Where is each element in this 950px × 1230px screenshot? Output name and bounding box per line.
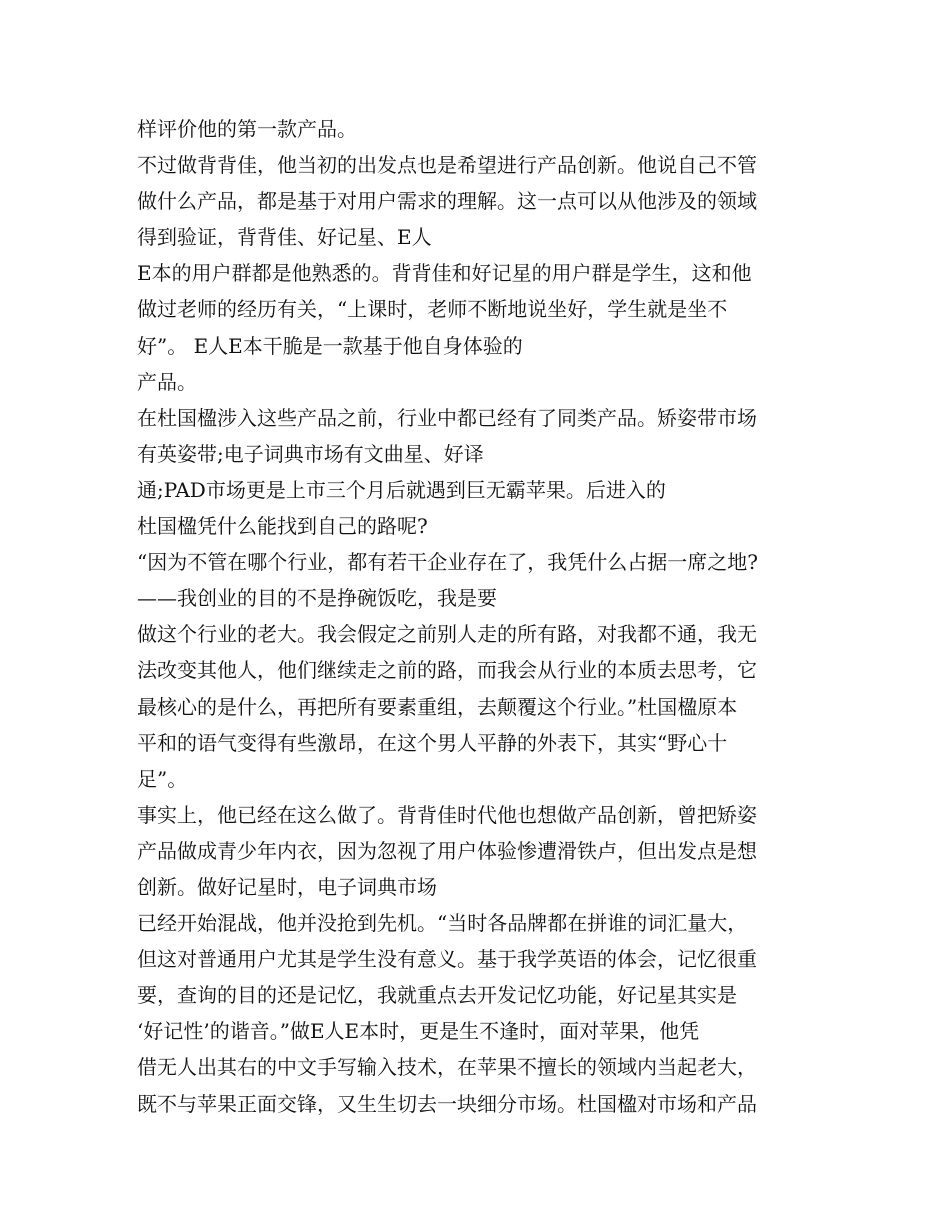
text-line: 产品做成青少年内衣，因为忽视了用户体验惨遭滑铁卢，但出发点是想 bbox=[137, 838, 757, 863]
text-line: 通;PAD市场更是上市三个月后就遇到巨无霸苹果。后进入的 bbox=[137, 477, 666, 502]
text-line: 足”。 bbox=[137, 766, 188, 791]
text-line: 既不与苹果正面交锋，又生生切去一块细分市场。杜国楹对市场和产品 bbox=[137, 1091, 757, 1116]
text-line: E本的用户群都是他熟悉的。背背佳和好记星的用户群是学生，这和他 bbox=[137, 261, 752, 286]
text-line: 平和的语气变得有些激昂，在这个男人平静的外表下，其实“野心十 bbox=[137, 730, 728, 755]
text-line: ‘好记性’的谐音。”做E人E本时，更是生不逢时，面对苹果，他凭 bbox=[137, 1019, 700, 1044]
text-line: 事实上，他已经在这么做了。背背佳时代他也想做产品创新，曾把矫姿 bbox=[137, 802, 757, 827]
body-text bbox=[137, 111, 837, 1122]
text-line: 好”。 E人E本干脆是一款基于他自身体验的 bbox=[137, 333, 523, 358]
text-line: 创新。做好记星时，电子词典市场 bbox=[137, 874, 437, 899]
text-line: 产品。 bbox=[137, 369, 197, 394]
text-line: ——我创业的目的不是挣碗饭吃，我是要 bbox=[137, 586, 497, 611]
text-line: 法改变其他人，他们继续走之前的路，而我会从行业的本质去思考，它 bbox=[137, 658, 757, 683]
text-line: 最核心的是什么，再把所有要素重组，去颠覆这个行业。”杜国楹原本 bbox=[137, 694, 738, 719]
text-line: 要，查询的目的还是记忆，我就重点去开发记忆功能，好记星其实是 bbox=[137, 983, 737, 1008]
text-line: 做这个行业的老大。我会假定之前别人走的所有路，对我都不通，我无 bbox=[137, 622, 757, 647]
text-line: 不过做背背佳，他当初的出发点也是希望进行产品创新。他说自己不管 bbox=[137, 153, 757, 178]
text-line: 但这对普通用户尤其是学生没有意义。基于我学英语的体会，记忆很重 bbox=[137, 947, 757, 972]
text-line: “因为不管在哪个行业，都有若干企业存在了，我凭什么占据一席之地? bbox=[137, 550, 758, 575]
text-line: 做过老师的经历有关，“上课时，老师不断地说坐好，学生就是坐不 bbox=[137, 297, 728, 322]
text-line: 借无人出其右的中文手写输入技术，在苹果不擅长的领域内当起老大， bbox=[137, 1055, 757, 1080]
text-line: 有英姿带;电子词典市场有文曲星、好译 bbox=[137, 441, 484, 466]
text-line: 做什么产品，都是基于对用户需求的理解。这一点可以从他涉及的领域 bbox=[137, 189, 757, 214]
text-line: 得到验证，背背佳、好记星、E人 bbox=[137, 225, 432, 250]
text-line: 已经开始混战，他并没抢到先机。“当时各品牌都在拼谁的词汇量大， bbox=[137, 911, 748, 936]
text-line: 样评价他的第一款产品。 bbox=[137, 117, 357, 141]
text-line: 在杜国楹涉入这些产品之前，行业中都已经有了同类产品。矫姿带市场 bbox=[137, 405, 757, 430]
text-line: 杜国楹凭什么能找到自己的路呢? bbox=[137, 514, 428, 539]
